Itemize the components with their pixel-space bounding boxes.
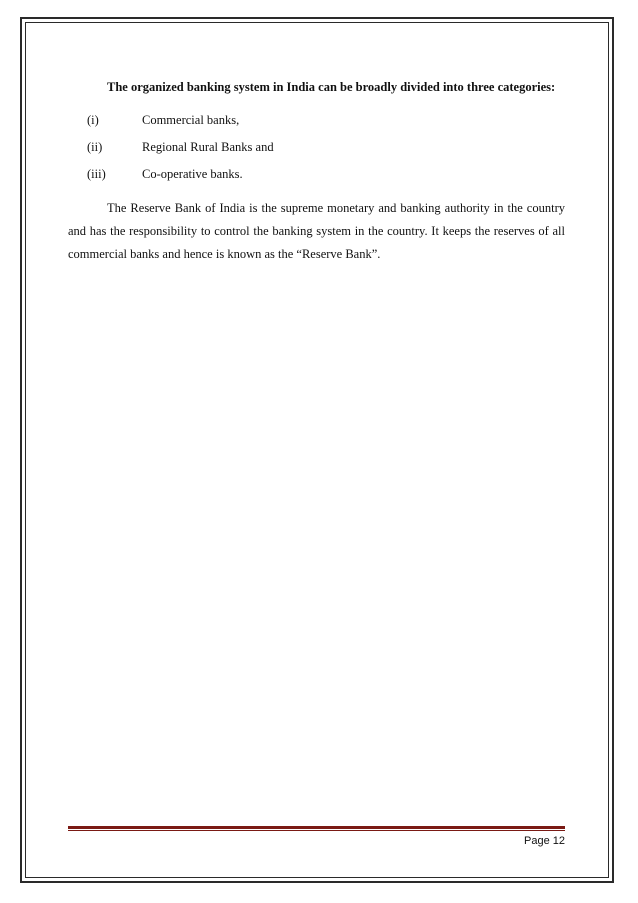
list-item-text: Regional Rural Banks and [142, 140, 274, 154]
list-item-text: Co-operative banks. [142, 167, 243, 181]
page-content [68, 76, 565, 266]
list-item-number: (iii) [87, 167, 106, 181]
list-item-number: (i) [87, 113, 99, 127]
list-item [68, 161, 565, 188]
footer-rule-thick [68, 826, 565, 829]
page-number: Page 12 [524, 835, 565, 847]
list-item-number: (ii) [87, 140, 103, 154]
list-item [68, 107, 565, 134]
footer-rule-thin [68, 830, 565, 831]
list-item [68, 134, 565, 161]
intro-paragraph: The organized banking system in India can be broadly divided into three categories: [107, 80, 556, 94]
reserve-bank-paragraph: The Reserve Bank of India is the supreme monetary and banking authority in the country and has the responsibility to control the banking system in the country. It keeps the reserves of all commercial banks and hence is known as the “Reserve Bank”. [68, 201, 565, 261]
bank-categories-list [68, 107, 565, 188]
list-item-text: Commercial banks, [142, 113, 240, 127]
